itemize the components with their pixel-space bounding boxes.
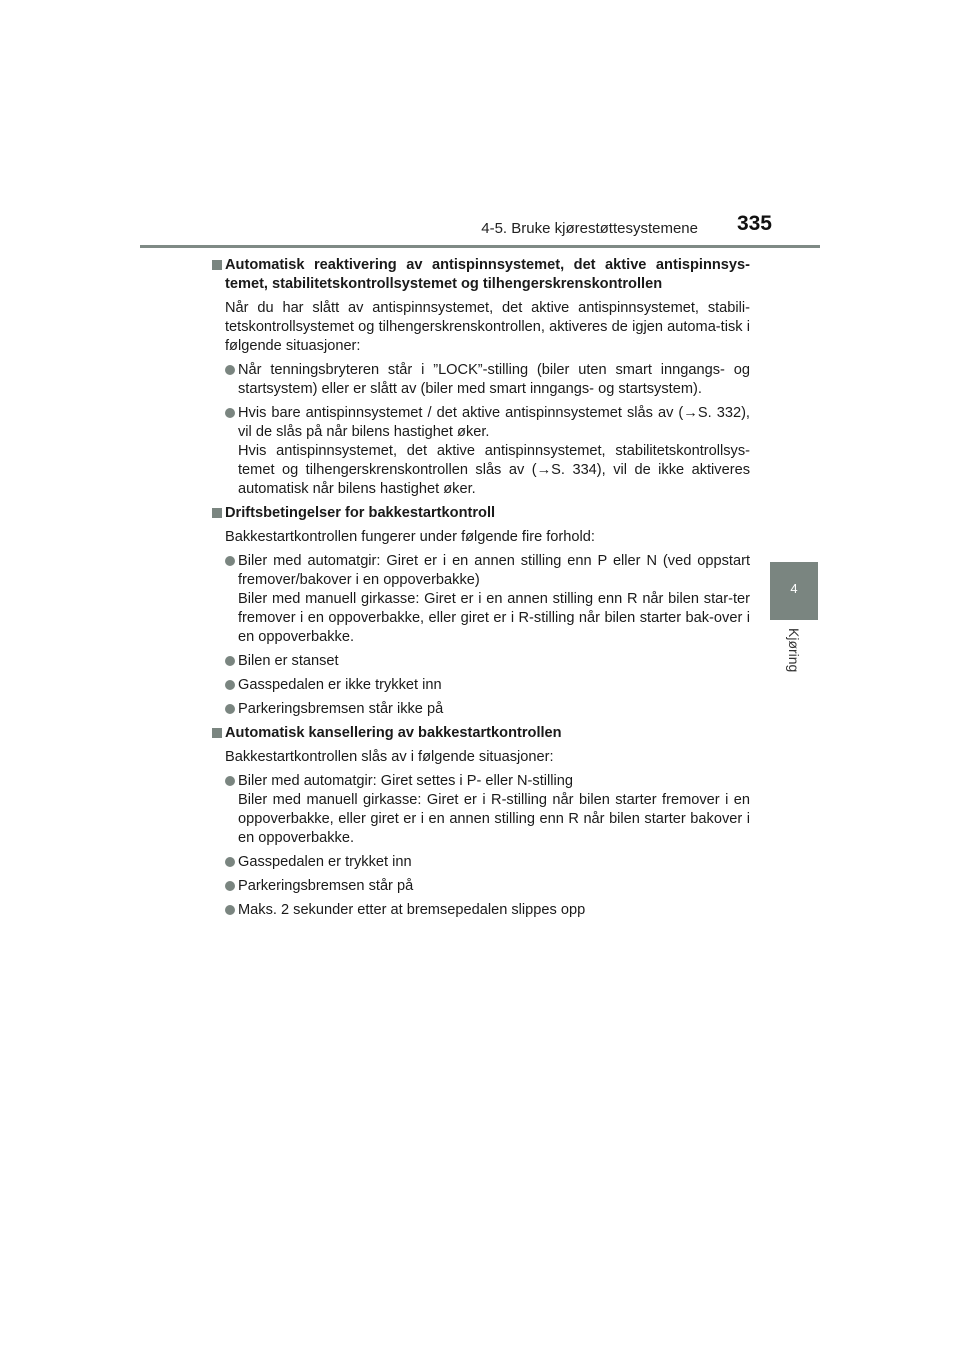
list-item: Gasspedalen er trykket inn (225, 853, 750, 872)
bullet-dot-icon (225, 905, 235, 915)
bullet-dot-icon (225, 680, 235, 690)
section-intro: Bakkestartkontrollen fungerer under følgende fire forhold: (225, 529, 595, 545)
list-item: Biler med automatgir: Giret settes i P- eller N-stilling Biler med manuell girkasse: Giret er i R-stilling når bilen starter fremover i en oppoverbakke, eller giret er i en annen stilling enn R når bilen starter bakover i en oppoverbakke. (225, 772, 750, 848)
bullet-dot-icon (225, 704, 235, 714)
header-rule (140, 245, 820, 248)
section-reactivation (212, 256, 750, 499)
list-item: Parkeringsbremsen står på (225, 877, 750, 896)
list-item: Bilen er stanset (225, 652, 750, 671)
section-hill-start-cancel (212, 724, 750, 920)
list-item: Når tenningsbryteren står i ”LOCK”-stilling (biler uten smart inngangs- og startsystem) eller er slått av (biler med smart inngangs- og startsystem). (225, 361, 750, 399)
bullet-dot-icon (225, 857, 235, 867)
square-bullet-icon (212, 260, 222, 270)
section-heading: Automatisk reaktivering av antispinnsystemet, det aktive antispinnsys-temet, stabilitetskontrollsystemet og tilhengerskrenskontrollen (212, 256, 750, 294)
bullet-list (212, 361, 750, 499)
section-intro: Bakkestartkontrollen slås av i følgende situasjoner: (225, 749, 554, 765)
bullet-dot-icon (225, 656, 235, 666)
square-bullet-icon (212, 508, 222, 518)
bullet-dot-icon (225, 408, 235, 418)
page-header (140, 212, 820, 248)
bullet-dot-icon (225, 365, 235, 375)
bullet-list (212, 552, 750, 719)
section-intro: Når du har slått av antispinnsystemet, det aktive antispinnsystemet, stabili-tetskontrollsystemet og tilhengerskrenskontrollen, aktiveres de igjen automa-tisk i følgende situasjoner: (225, 300, 750, 354)
list-item: Hvis bare antispinnsystemet / det aktive antispinnsystemet slås av (→S. 332), vil de slås på når bilens hastighet øker. Hvis antispinnsystemet, det aktive antispinnsystemet, stabilitetskontrollsys-temet og tilhengerskrenskontrollen slås av (→S. 334), vil de ikke aktiveres automatisk når bilens hastighet øker. (225, 404, 750, 499)
list-item: Biler med automatgir: Giret er i en annen stilling enn P eller N (ved oppstart fremover/bakover i en oppoverbakke) Biler med manuell girkasse: Giret er i en annen stilling enn R når bilen star-ter fremover i en oppoverbakke, eller giret er i R-stilling når bilen starter bak-over i en oppoverbakke. (225, 552, 750, 647)
bullet-dot-icon (225, 776, 235, 786)
bullet-dot-icon (225, 881, 235, 891)
section-hill-start-conditions (212, 504, 750, 719)
section-heading: Automatisk kansellering av bakkestartkontrollen (212, 724, 750, 743)
bullet-list (212, 772, 750, 920)
chapter-label (772, 628, 816, 688)
header-section-title: 4-5. Bruke kjørestøttesystemene (481, 220, 698, 237)
page-content (212, 256, 750, 925)
chapter-tab (770, 562, 818, 620)
chapter-number: 4 (790, 581, 798, 596)
list-item: Maks. 2 sekunder etter at bremsepedalen slippes opp (225, 901, 750, 920)
chapter-name: Kjøring (786, 628, 802, 673)
square-bullet-icon (212, 728, 222, 738)
page-number: 335 (736, 212, 772, 235)
bullet-dot-icon (225, 556, 235, 566)
list-item: Parkeringsbremsen står ikke på (225, 700, 750, 719)
list-item: Gasspedalen er ikke trykket inn (225, 676, 750, 695)
section-heading: Driftsbetingelser for bakkestartkontroll (212, 504, 750, 523)
